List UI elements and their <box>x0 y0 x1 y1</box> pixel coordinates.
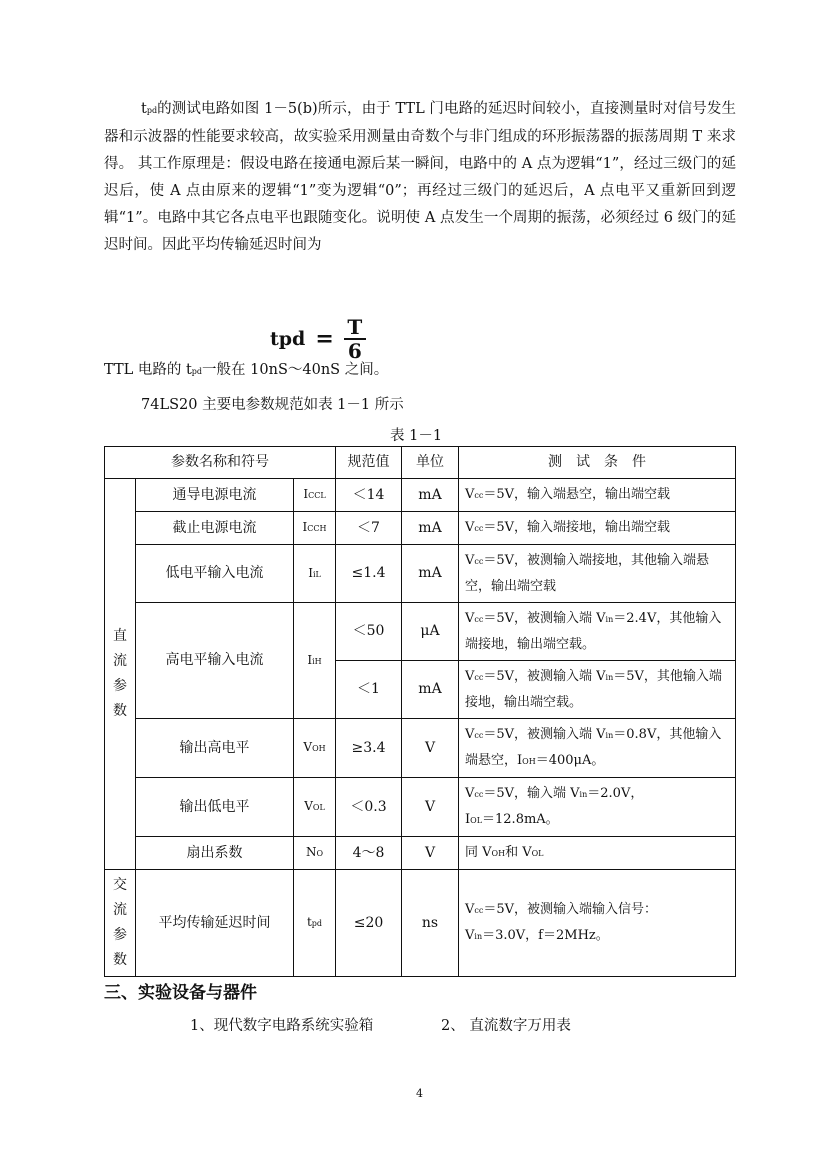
dc-group-label: 直 流 参 数 <box>105 479 136 870</box>
equipment-item-2: 2、 直流数字万用表 <box>441 1018 571 1034</box>
formula-numerator: T <box>347 315 363 339</box>
table-row: 扇出系数 NO 4～8 V 同 VOH和 VOL <box>105 837 736 870</box>
table-row: 高电平输入电流 IiH ＜50 μA Vcc＝5V，被测输入端 Vin＝2.4V，其他输入端接地，输出端空载。 <box>105 603 736 661</box>
page-number: 4 <box>416 1087 423 1100</box>
formula-denominator: 6 <box>347 339 362 363</box>
table-row: 输出高电平 VOH ≥3.4 V Vcc＝5V，被测输入端 Vin＝0.8V，其他输入端悬空，IOH＝400μA。 <box>105 719 736 778</box>
table-row: 直 流 参 数 通导电源电流 ICCL ＜14 mA Vcc＝5V，输入端悬空，输出端空载 <box>105 479 736 512</box>
tpd-range-line: TTL 电路的 tpd一般在 10nS～40nS 之间。 <box>104 362 389 378</box>
ac-group-label: 交 流 参 数 <box>105 870 136 977</box>
table-intro-line: 74LS20 主要电参数规范如表 1－1 所示 <box>141 397 404 413</box>
section-heading: 三、实验设备与器件 <box>104 983 257 1003</box>
header-name: 参数名称和符号 <box>105 447 336 479</box>
table-caption: 表 1－1 <box>390 428 443 444</box>
header-condition: 测 试 条 件 <box>459 447 736 479</box>
table-row: 输出低电平 VOL ＜0.3 V Vcc＝5V，输入端 Vin＝2.0V， IOL＝12.8mA。 <box>105 778 736 837</box>
table-row: 低电平输入电流 IiL ≤1.4 mA Vcc＝5V，被测输入端接地，其他输入端悬空，输出端空载 <box>105 545 736 603</box>
header-unit: 单位 <box>402 447 459 479</box>
formula-lhs: tpd <box>270 328 306 350</box>
table-row: 交 流 参 数 平均传输延迟时间 tpd ≤20 ns Vcc＝5V，被测输入端输入信号： Vin＝3.0V，f＝2MHz。 <box>105 870 736 977</box>
header-value: 规范值 <box>336 447 402 479</box>
paragraph-tpd-test: tpd的测试电路如图 1－5(b)所示，由于 TTL 门电路的延迟时间较小，直接测量时对信号发生器和示波器的性能要求较高，故实验采用测量由奇数个与非门组成的环形振荡器的振荡周期 T 来求得。 其工作原理是：假设电路在接通电源后某一瞬间，电路中的 A 点为逻辑“1”，经过三级门的延迟后，使 A 点由原来的逻辑“1”变为逻辑“0”；再经过三级门的延迟后，A 点电平又重新回到逻辑“1”。电路中其它各点电平也跟随变化。说明使 A 点发生一个周期的振荡，必须经过 6 级门的延迟时间。因此平均传输延迟时间为 <box>104 101 736 253</box>
formula-fraction <box>344 316 366 362</box>
equipment-item-1: 1、现代数字电路系统实验箱 <box>190 1018 374 1034</box>
parameter-table <box>104 446 736 977</box>
table-row: ＜1 mA Vcc＝5V，被测输入端 Vin＝5V，其他输入端接地，输出端空载。 <box>105 661 736 719</box>
formula-tpd <box>270 314 366 364</box>
table-header-row <box>105 447 736 479</box>
formula-equals: = <box>315 326 334 352</box>
table-row: 截止电源电流 ICCH ＜7 mA Vcc＝5V，输入端接地，输出端空载 <box>105 512 736 545</box>
